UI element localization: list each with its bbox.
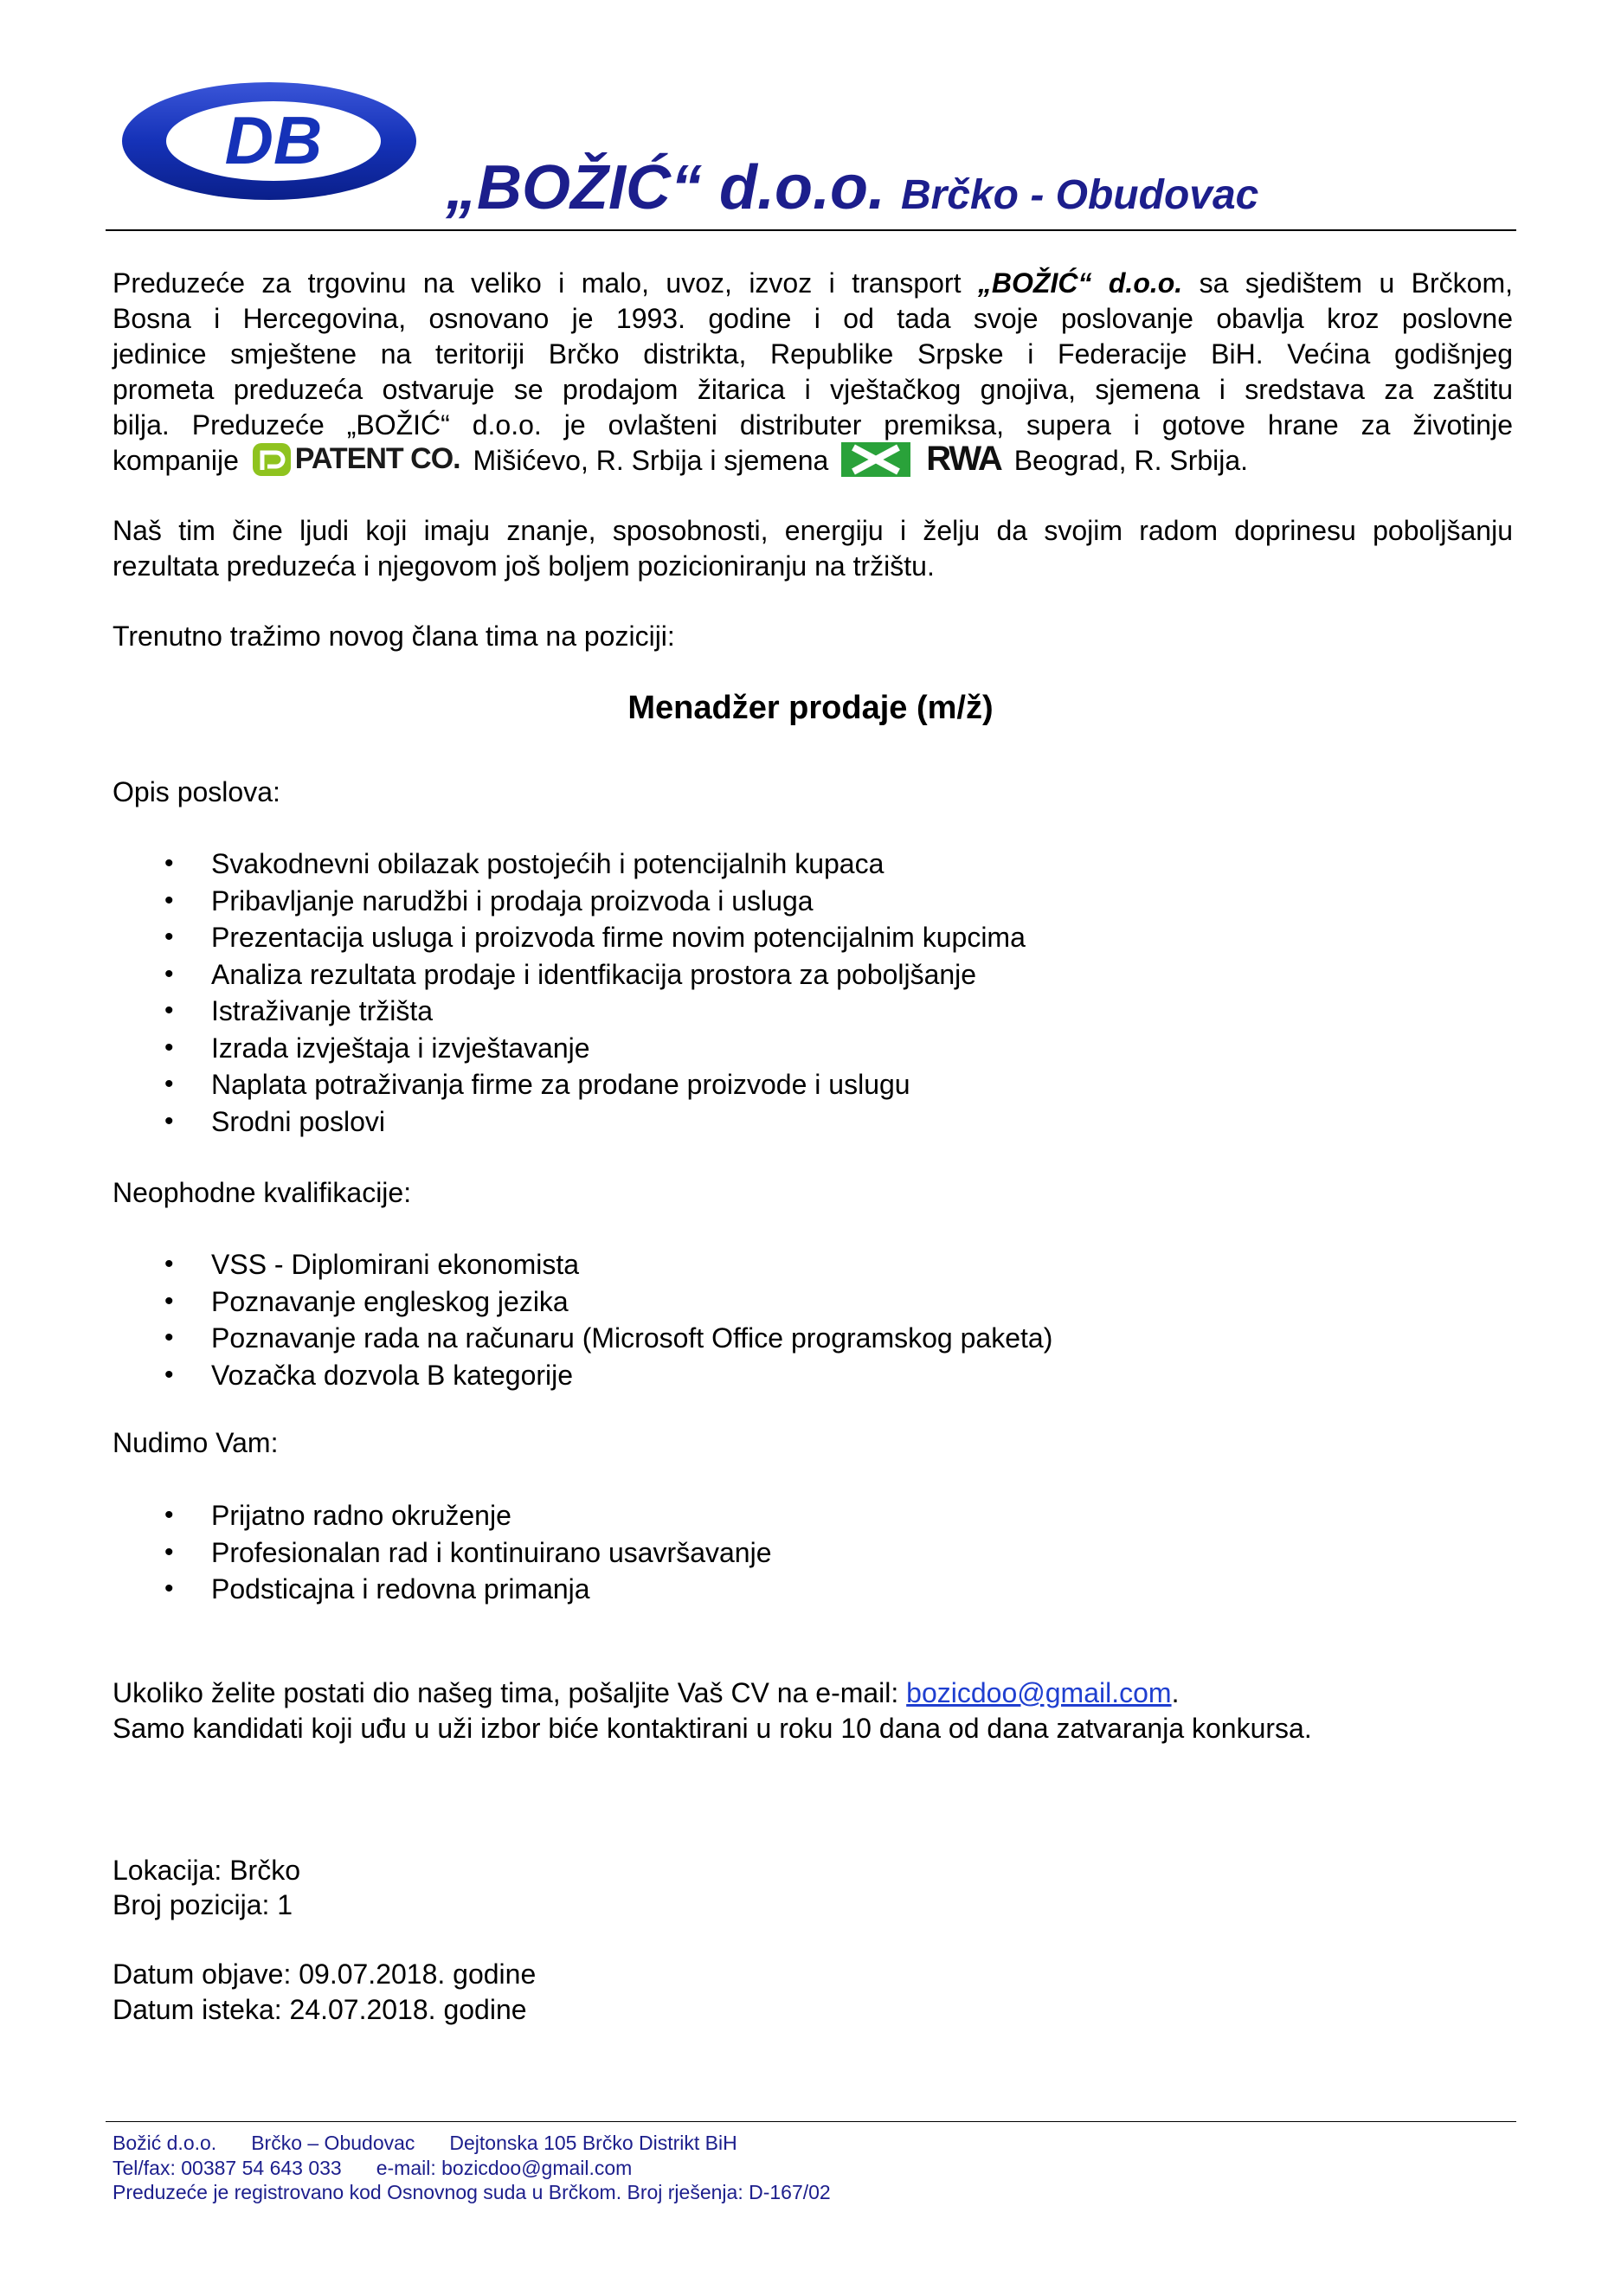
header-divider <box>106 229 1516 231</box>
list-item: • Prezentacija usluga i proizvoda firme novim potencijalnim kupcima <box>164 919 1026 956</box>
offer-list <box>164 1497 772 1608</box>
offer-heading: Nudimo Vam: <box>113 1427 279 1458</box>
job-description-heading: Opis poslova: <box>113 776 280 807</box>
patent-co-logo <box>252 441 460 477</box>
intro-line-partners: kompanije PATENT CO. Mišićevo, R. Srbija i sjemena RWA Beograd, R. Srbija. <box>113 440 1249 479</box>
qualifications-list <box>164 1246 1052 1393</box>
footer-place: Brčko – Obudovac <box>251 2132 415 2154</box>
list-item: • Prijatno radno okruženje <box>164 1497 772 1534</box>
team-line: Naš tim čine ljudi koji imaju znanje, sposobnosti, energiju i želju da svojim radom doprinesu poboljšanju <box>113 515 1513 546</box>
expiry-date: Datum isteka: 24.07.2018. godine <box>113 1994 527 2025</box>
apply-note: Samo kandidati koji uđu u uži izbor biće kontaktirani u roku 10 dana od dana zatvaranja konkursa. <box>113 1713 1312 1744</box>
footer-email: e-mail: bozicdoo@gmail.com <box>376 2156 633 2179</box>
list-item: • Analiza rezultata prodaje i identfikacija prostora za poboljšanje <box>164 956 1026 994</box>
footer <box>113 2131 831 2205</box>
intro-line: Bosna i Hercegovina, osnovano je 1993. godine i od tada svoje poslovanje obavlja kroz poslovne <box>113 303 1513 334</box>
list-item: • Naplata potraživanja firme za prodane proizvode i uslugu <box>164 1066 1026 1103</box>
intro-line: jedinice smještene na teritoriji Brčko distrikta, Republike Srpske i Federacije BiH. Većina godišnjeg <box>113 338 1513 370</box>
list-item: • Izrada izvještaja i izvještavanje <box>164 1030 1026 1067</box>
list-item: • Vozačka dozvola B kategorije <box>164 1357 1052 1394</box>
location-text: Lokacija: Brčko <box>113 1855 300 1886</box>
footer-address: Dejtonska 105 Brčko Distrikt BiH <box>449 2132 737 2154</box>
list-item: • Istraživanje tržišta <box>164 993 1026 1030</box>
list-item: • Podsticajna i redovna primanja <box>164 1571 772 1608</box>
apply-email-link[interactable]: bozicdoo@gmail.com <box>906 1677 1172 1708</box>
patent-leaf-icon <box>252 442 292 477</box>
intro-line: bilja. Preduzeće „BOŽIĆ“ d.o.o. je ovlašteni distributer premiksa, supera i gotove hrane za životinje <box>113 409 1513 441</box>
list-item: • Pribavljanje narudžbi i prodaja proizvoda i usluga <box>164 883 1026 920</box>
intro-line: prometa preduzeća ostvaruje se prodajom žitarica i vještačkog gnojiva, sjemena i sredstava za zaštitu <box>113 374 1513 405</box>
apply-text: Ukoliko želite postati dio našeg tima, pošaljite Vaš CV na e-mail: bozicdoo@gmail.com. <box>113 1677 1180 1708</box>
position-title: Menadžer prodaje (m/ž) <box>627 690 994 726</box>
rwa-logo <box>841 441 1001 477</box>
rwa-text: RWA <box>926 440 1001 479</box>
footer-line-2 <box>113 2156 831 2181</box>
company-logo <box>119 80 419 203</box>
team-line: rezultata preduzeća i njegovom još boljem pozicioniranju na tržištu. <box>113 550 935 582</box>
footer-registration: Preduzeće je registrovano kod Osnovnog suda u Brčkom. Broj rješenja: D-167/02 <box>113 2181 831 2203</box>
footer-phone: Tel/fax: 00387 54 643 033 <box>113 2156 342 2179</box>
list-item: • VSS - Diplomirani ekonomista <box>164 1246 1052 1283</box>
footer-company: Božić d.o.o. <box>113 2132 217 2154</box>
patent-co-text: PATENT CO. <box>294 442 460 476</box>
company-name-inline: „BOŽIĆ“ d.o.o. <box>977 267 1183 299</box>
rwa-cross-icon <box>841 442 910 477</box>
list-item: • Srodni poslovi <box>164 1103 1026 1141</box>
list-item: • Poznavanje rada na računaru (Microsoft Office programskog paketa) <box>164 1320 1052 1357</box>
intro-line: Preduzeće za trgovinu na veliko i malo, uvoz, izvoz i transport „BOŽIĆ“ d.o.o. sa sjedištem u Brčkom, <box>113 267 1514 299</box>
footer-line-1 <box>113 2131 831 2156</box>
logo-letters: DB <box>224 102 323 178</box>
list-item: • Poznavanje engleskog jezika <box>164 1283 1052 1321</box>
company-name: „BOŽIĆ“ d.o.o. <box>446 153 885 222</box>
positions-count: Broj pozicija: 1 <box>113 1889 293 1920</box>
footer-divider <box>106 2121 1516 2122</box>
job-description-list <box>164 846 1026 1140</box>
intro-paragraph <box>113 266 1513 479</box>
qualifications-heading: Neophodne kvalifikacije: <box>113 1177 412 1208</box>
company-location: Brčko - Obudovac <box>900 172 1259 218</box>
list-item: • Profesionalan rad i kontinuirano usavršavanje <box>164 1534 772 1572</box>
company-brand <box>446 152 1258 223</box>
team-paragraph <box>113 513 1513 584</box>
list-item: • Svakodnevni obilazak postojećih i potencijalnih kupaca <box>164 846 1026 883</box>
published-date: Datum objave: 09.07.2018. godine <box>113 1958 537 1990</box>
seeking-text: Trenutno tražimo novog člana tima na poziciji: <box>113 621 675 652</box>
